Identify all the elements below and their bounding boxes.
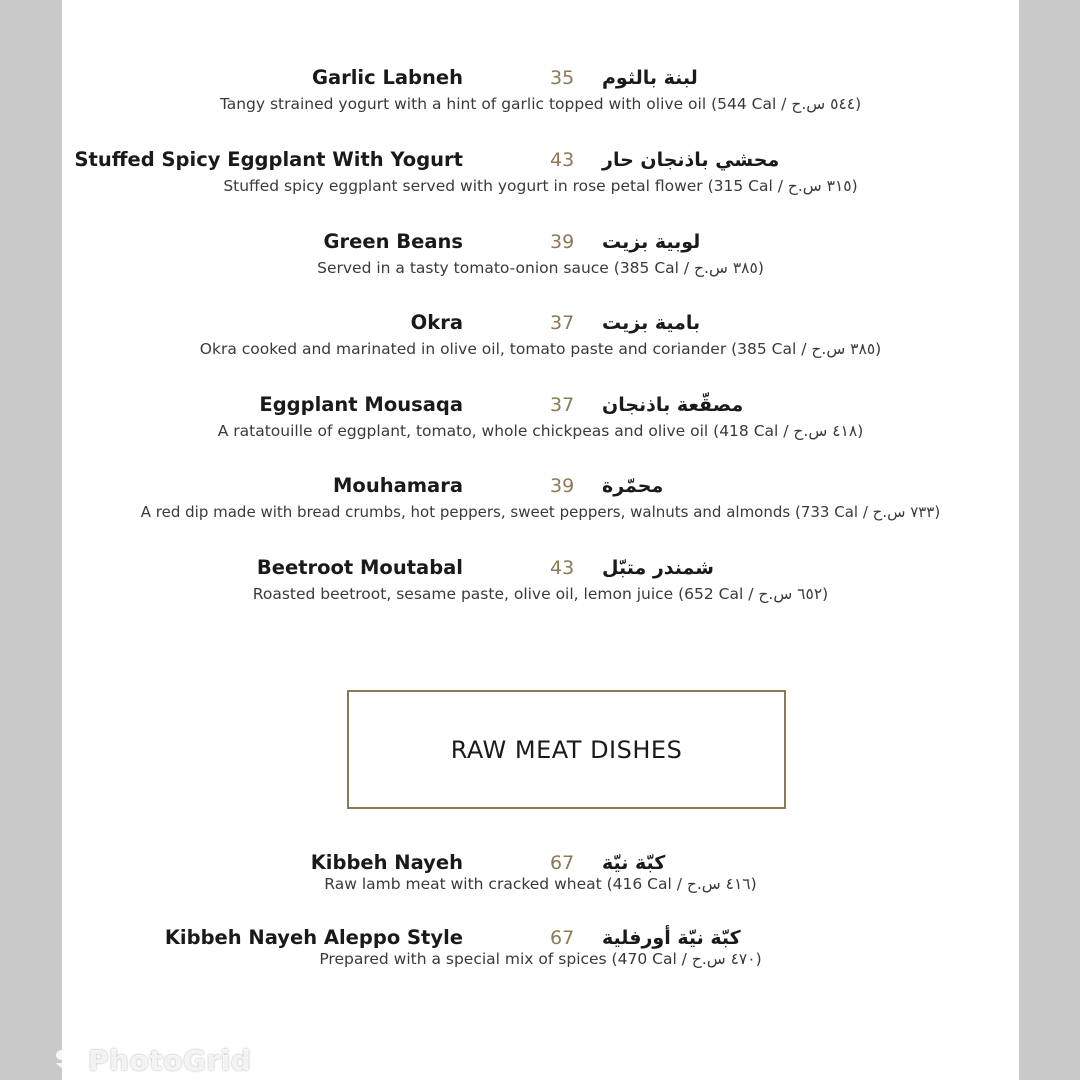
- item-description: Raw lamb meat with cracked wheat (416 Cal / ٤١٦ س.ح): [324, 875, 757, 893]
- menu-item-garlic-labneh: [62, 63, 1019, 114]
- item-name: Eggplant Mousaqa: [259, 393, 463, 416]
- item-arabic-name: مصقّعة باذنجان: [602, 394, 744, 416]
- item-name: Kibbeh Nayeh: [310, 851, 463, 874]
- section-header-box: [347, 690, 786, 809]
- menu-item-eggplant-mousaqa: [62, 390, 1019, 441]
- photogrid-logo-icon: [52, 1046, 82, 1076]
- item-price: 43: [550, 149, 575, 171]
- item-price: 67: [550, 852, 575, 874]
- section-title: RAW MEAT DISHES: [450, 735, 683, 764]
- menu-item-mouhamara: [62, 471, 1019, 522]
- menu-item-kibbeh-nayeh-aleppo: [62, 923, 1019, 969]
- item-arabic-name: محمّرة: [602, 475, 664, 497]
- item-name: Beetroot Moutabal: [256, 556, 463, 579]
- menu-item-beetroot-moutabal: [62, 553, 1019, 604]
- item-description: A ratatouille of eggplant, tomato, whole chickpeas and olive oil (418 Cal / ٤١٨ س.ح): [217, 422, 864, 440]
- watermark-text: PhotoGrid: [88, 1044, 252, 1077]
- item-description: Tangy strained yogurt with a hint of garlic topped with olive oil (544 Cal / ٥٤٤ س.ح): [219, 95, 862, 113]
- item-price: 39: [550, 475, 575, 497]
- item-arabic-name: لوبية بزيت: [602, 231, 701, 253]
- item-description: Roasted beetroot, sesame paste, olive oil, lemon juice (652 Cal / ٦٥٢ س.ح): [252, 585, 829, 603]
- item-name: Garlic Labneh: [311, 66, 463, 89]
- item-name: Mouhamara: [333, 474, 463, 497]
- item-name: Stuffed Spicy Eggplant With Yogurt: [74, 148, 463, 171]
- item-price: 39: [550, 231, 575, 253]
- menu-item-green-beans: [62, 227, 1019, 278]
- item-description: Prepared with a special mix of spices (470 Cal / ٤٧٠ س.ح): [319, 950, 762, 968]
- item-price: 67: [550, 927, 575, 949]
- item-price: 37: [550, 394, 575, 416]
- item-description: Stuffed spicy eggplant served with yogurt in rose petal flower (315 Cal / ٣١٥ س.ح): [223, 177, 858, 195]
- item-description: Okra cooked and marinated in olive oil, tomato paste and coriander (385 Cal / ٣٨٥ س.ح): [199, 340, 882, 358]
- item-description: Served in a tasty tomato-onion sauce (385 Cal / ٣٨٥ س.ح): [317, 259, 764, 277]
- photogrid-watermark: [52, 1044, 251, 1077]
- item-price: 35: [550, 67, 575, 89]
- item-name: Okra: [410, 311, 463, 334]
- menu-item-okra: [62, 308, 1019, 359]
- item-arabic-name: كبّة نيّة أورفلية: [602, 927, 741, 949]
- item-arabic-name: شمندر متبّل: [602, 557, 714, 579]
- item-price: 37: [550, 312, 575, 334]
- item-name: Kibbeh Nayeh Aleppo Style: [164, 926, 463, 949]
- item-arabic-name: لبنة بالثوم: [602, 67, 698, 89]
- item-price: 43: [550, 557, 575, 579]
- item-arabic-name: كبّة نيّة: [602, 852, 666, 874]
- item-arabic-name: محشي باذنجان حار: [602, 149, 780, 171]
- menu-page: [62, 0, 1019, 1080]
- item-arabic-name: بامية بزيت: [602, 312, 701, 334]
- menu-item-stuffed-eggplant: [62, 145, 1019, 196]
- item-description: A red dip made with bread crumbs, hot peppers, sweet peppers, walnuts and almonds (733 Cal / ٧٣٣ س.ح): [140, 503, 941, 521]
- menu-item-kibbeh-nayeh: [62, 848, 1019, 894]
- item-name: Green Beans: [323, 230, 463, 253]
